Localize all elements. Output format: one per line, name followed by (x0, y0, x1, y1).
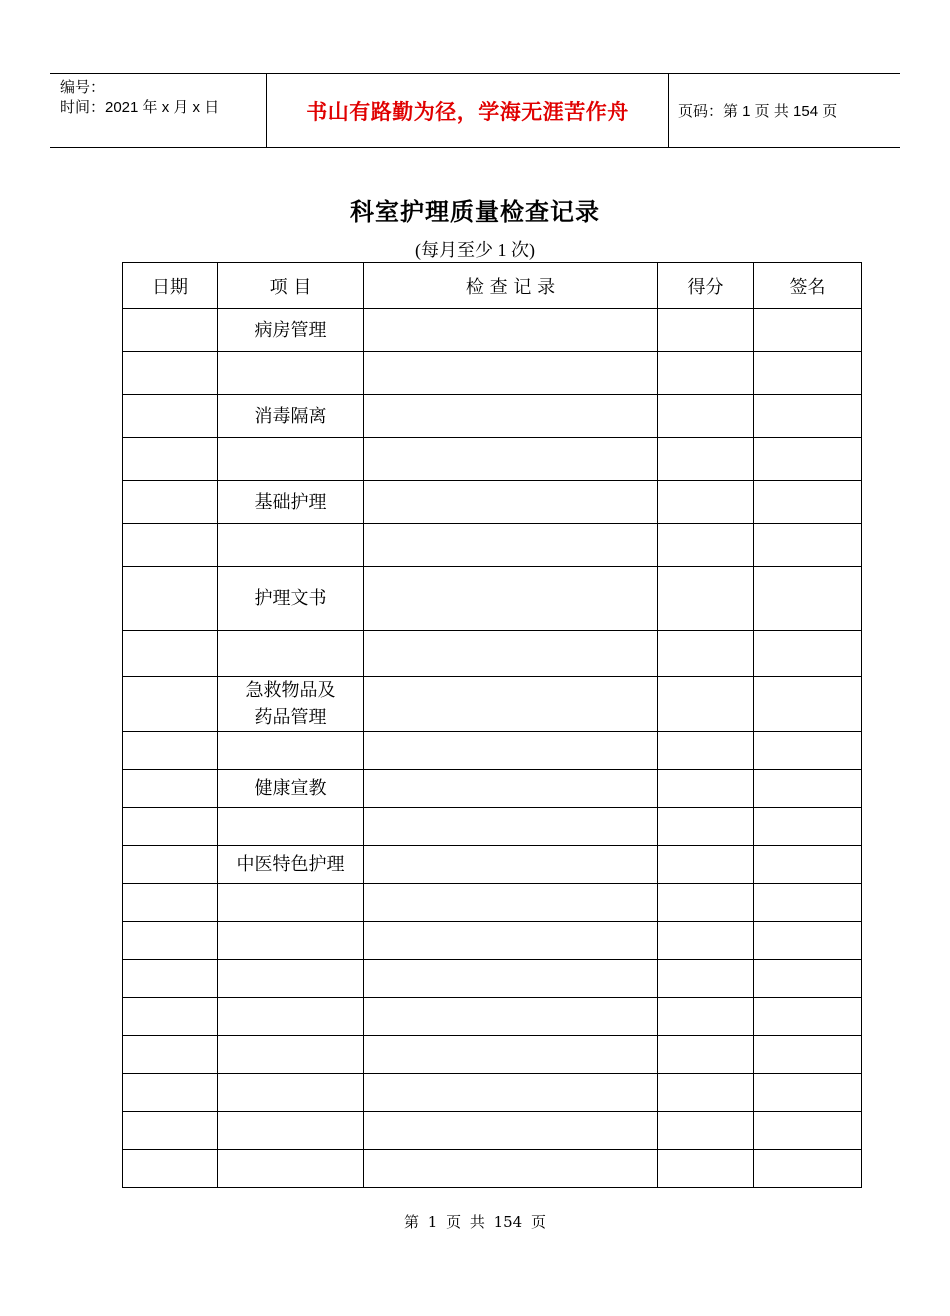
table-row (123, 524, 862, 567)
date-cell (123, 524, 218, 567)
table-row (123, 481, 862, 524)
signature-cell (754, 352, 862, 395)
date-cell (123, 677, 218, 732)
item-cell (218, 998, 364, 1036)
signature-cell (754, 884, 862, 922)
score-cell (658, 1150, 754, 1188)
date-cell (123, 395, 218, 438)
record-cell (364, 438, 658, 481)
header-page-code: 页码：第 1 页 共 154 页 (678, 103, 838, 120)
score-cell (658, 631, 754, 677)
score-cell (658, 481, 754, 524)
signature-cell (754, 922, 862, 960)
date-cell (123, 808, 218, 846)
record-cell (364, 1150, 658, 1188)
record-cell (364, 631, 658, 677)
table-row (123, 922, 862, 960)
score-cell (658, 395, 754, 438)
score-cell (658, 732, 754, 770)
date-cell (123, 1112, 218, 1150)
date-cell (123, 481, 218, 524)
record-cell (364, 1112, 658, 1150)
table-row (123, 732, 862, 770)
record-cell (364, 1036, 658, 1074)
record-cell (364, 808, 658, 846)
date-cell (123, 998, 218, 1036)
item-cell (218, 1074, 364, 1112)
table-row (123, 567, 862, 631)
document-subtitle: (每月至少 1 次) (415, 240, 535, 260)
table-row (123, 352, 862, 395)
item-cell: 急救物品及 药品管理 (218, 677, 364, 732)
signature-cell (754, 677, 862, 732)
signature-cell (754, 998, 862, 1036)
date-cell (123, 309, 218, 352)
signature-cell (754, 395, 862, 438)
item-cell (218, 732, 364, 770)
date-cell (123, 352, 218, 395)
table-row (123, 846, 862, 884)
record-cell (364, 567, 658, 631)
table-row (123, 1150, 862, 1188)
item-cell (218, 922, 364, 960)
signature-cell (754, 481, 862, 524)
column-header-item: 项 目 (218, 263, 364, 309)
score-cell (658, 352, 754, 395)
score-cell (658, 1036, 754, 1074)
score-cell (658, 438, 754, 481)
item-cell: 消毒隔离 (218, 395, 364, 438)
date-cell (123, 567, 218, 631)
item-cell: 护理文书 (218, 567, 364, 631)
table-row (123, 1112, 862, 1150)
score-cell (658, 1074, 754, 1112)
item-cell: 健康宣教 (218, 770, 364, 808)
date-cell (123, 1074, 218, 1112)
record-cell (364, 998, 658, 1036)
item-cell (218, 884, 364, 922)
signature-cell (754, 770, 862, 808)
score-cell (658, 884, 754, 922)
record-cell (364, 884, 658, 922)
record-cell (364, 922, 658, 960)
signature-cell (754, 1150, 862, 1188)
table-row (123, 808, 862, 846)
record-cell (364, 524, 658, 567)
item-cell: 基础护理 (218, 481, 364, 524)
date-cell (123, 884, 218, 922)
record-cell (364, 960, 658, 998)
table-row (123, 1036, 862, 1074)
record-cell (364, 677, 658, 732)
item-cell (218, 438, 364, 481)
column-header-record: 检 查 记 录 (364, 263, 658, 309)
header-meta (60, 78, 219, 118)
record-cell (364, 309, 658, 352)
date-cell (123, 1036, 218, 1074)
signature-cell (754, 567, 862, 631)
page-header (50, 73, 900, 148)
record-cell (364, 395, 658, 438)
signature-cell (754, 309, 862, 352)
date-cell (123, 846, 218, 884)
score-cell (658, 524, 754, 567)
item-cell (218, 524, 364, 567)
table-header-row (123, 263, 862, 309)
table-body (123, 309, 862, 1188)
record-cell (364, 846, 658, 884)
score-cell (658, 846, 754, 884)
table-row (123, 438, 862, 481)
date-cell (123, 631, 218, 677)
score-cell (658, 770, 754, 808)
score-cell (658, 677, 754, 732)
table-row (123, 998, 862, 1036)
score-cell (658, 567, 754, 631)
table-row (123, 960, 862, 998)
record-cell (364, 1074, 658, 1112)
signature-cell (754, 846, 862, 884)
item-cell (218, 1112, 364, 1150)
item-cell (218, 1036, 364, 1074)
table-row (123, 631, 862, 677)
score-cell (658, 1112, 754, 1150)
score-cell (658, 808, 754, 846)
header-divider (668, 74, 669, 147)
record-cell (364, 732, 658, 770)
table-row (123, 1074, 862, 1112)
date-cell (123, 438, 218, 481)
date-cell (123, 922, 218, 960)
signature-cell (754, 808, 862, 846)
page-footer: 第 1 页 共 154 页 (403, 1213, 546, 1231)
signature-cell (754, 524, 862, 567)
signature-cell (754, 1074, 862, 1112)
date-cell (123, 770, 218, 808)
column-header-signature: 签名 (754, 263, 862, 309)
document-title: 科室护理质量检查记录 (350, 198, 600, 226)
signature-cell (754, 1036, 862, 1074)
column-header-date: 日期 (123, 263, 218, 309)
score-cell (658, 960, 754, 998)
item-cell (218, 352, 364, 395)
document-number-label: 编号： (60, 79, 106, 96)
date-cell (123, 960, 218, 998)
record-cell (364, 481, 658, 524)
item-cell (218, 631, 364, 677)
column-header-score: 得分 (658, 263, 754, 309)
score-cell (658, 922, 754, 960)
item-cell (218, 960, 364, 998)
table-row (123, 309, 862, 352)
score-cell (658, 998, 754, 1036)
signature-cell (754, 960, 862, 998)
signature-cell (754, 438, 862, 481)
inspection-record-table (122, 262, 862, 1188)
table-row (123, 770, 862, 808)
record-cell (364, 352, 658, 395)
signature-cell (754, 631, 862, 677)
signature-cell (754, 732, 862, 770)
table-row (123, 884, 862, 922)
item-cell (218, 808, 364, 846)
score-cell (658, 309, 754, 352)
header-motto: 书山有路勤为径，学海无涯苦作舟 (306, 99, 629, 124)
record-cell (364, 770, 658, 808)
table-row (123, 677, 862, 732)
date-cell (123, 1150, 218, 1188)
item-cell (218, 1150, 364, 1188)
item-cell: 中医特色护理 (218, 846, 364, 884)
document-date: 时间：2021 年 x 月 x 日 (60, 99, 220, 116)
signature-cell (754, 1112, 862, 1150)
date-cell (123, 732, 218, 770)
item-cell: 病房管理 (218, 309, 364, 352)
table-row (123, 395, 862, 438)
